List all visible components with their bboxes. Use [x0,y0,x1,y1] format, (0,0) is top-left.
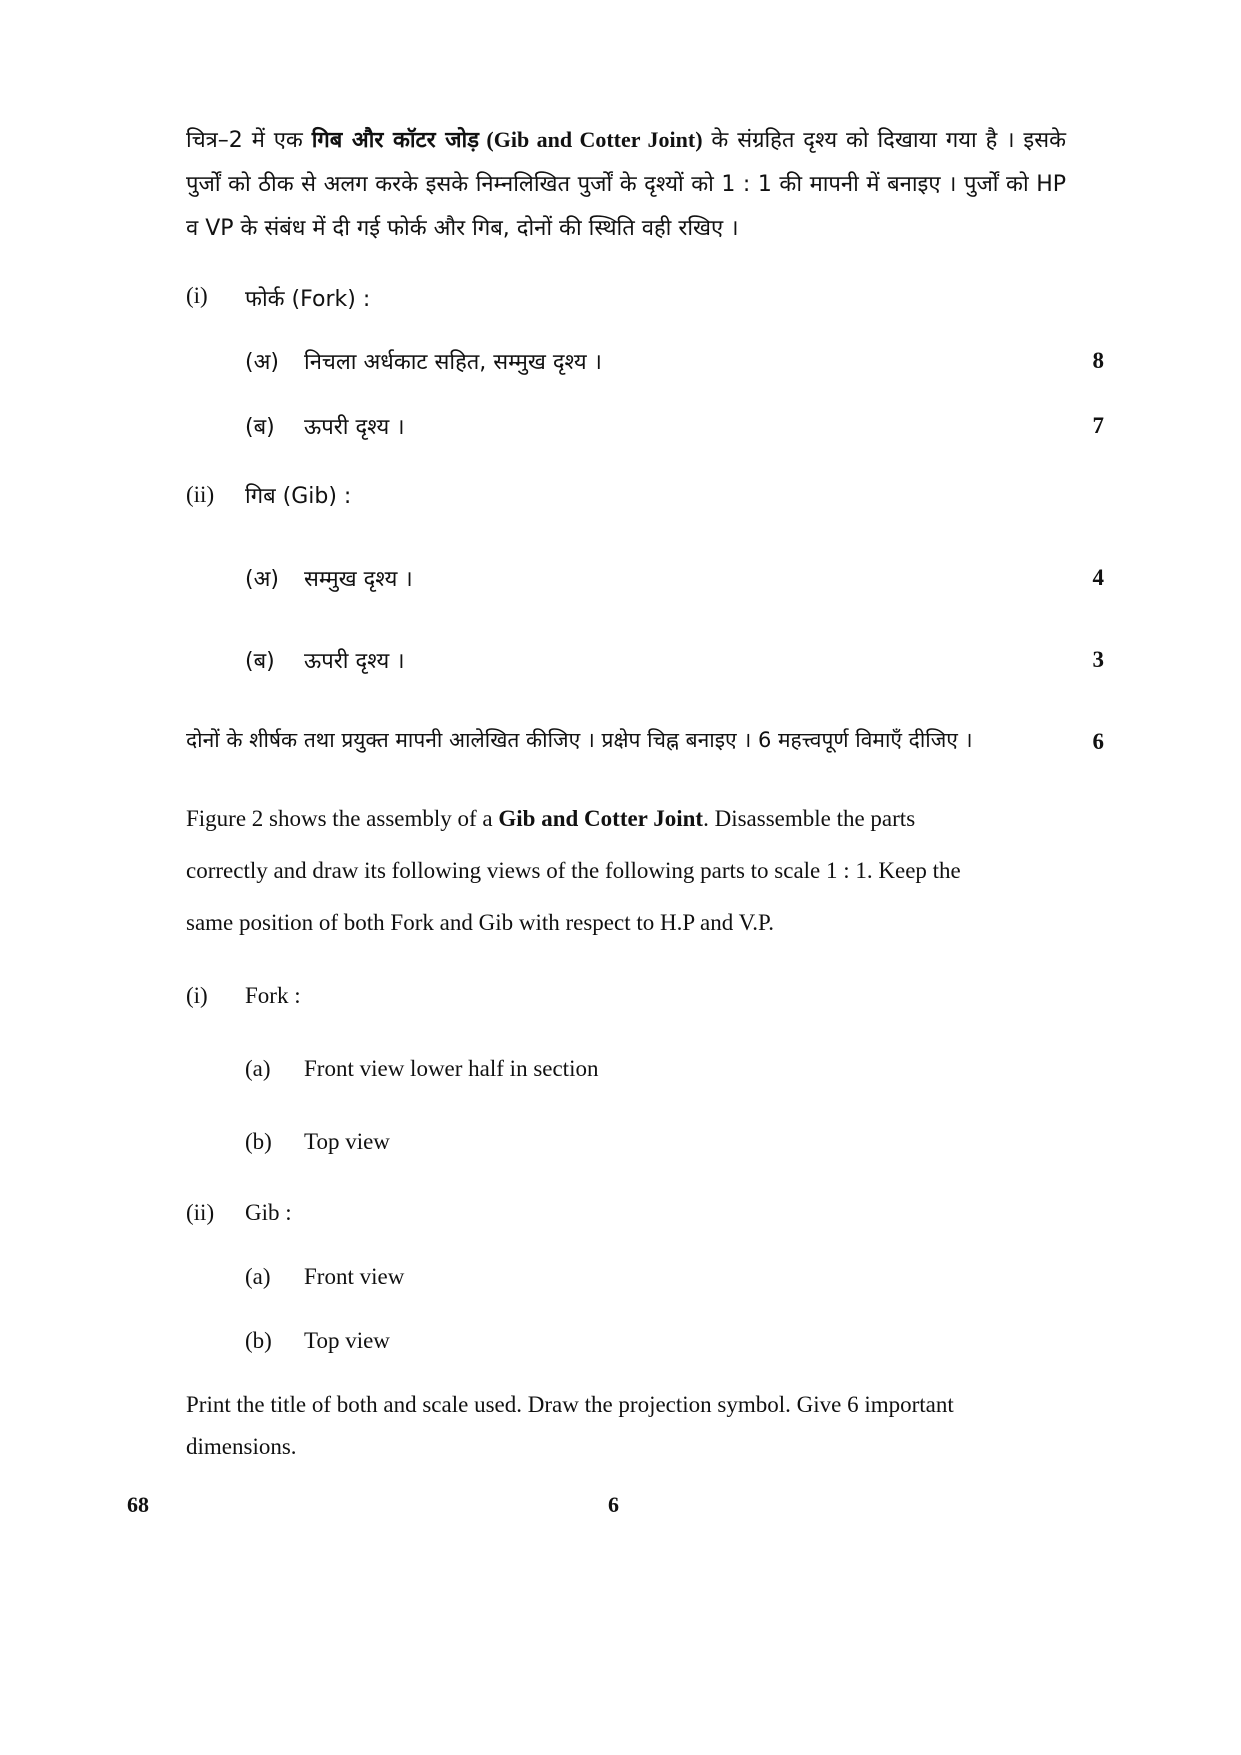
english-item-ii-b-text: Top view [304,1328,390,1353]
hindi-item-i-b-number: (ब) [245,415,275,440]
english-intro-line3: same position of both Fork and Gib with respect to H.P and V.P. [186,910,774,935]
page-number: 6 [608,1492,619,1517]
hindi-intro-bold-en: (Gib and Cotter Joint) [479,127,703,152]
english-intro-line2: correctly and draw its following views of the following parts to scale 1 : 1. Keep the [186,858,961,883]
hindi-item-ii-a-number: (अ) [245,567,279,592]
english-item-i-a-text: Front view lower half in section [304,1056,599,1081]
english-item-i-b-text: Top view [304,1129,390,1154]
english-item-ii-label: Gib : [245,1200,292,1225]
english-item-i-a-number: (a) [245,1056,271,1081]
hindi-intro-paragraph [186,118,1066,251]
english-item-i-number: (i) [186,983,208,1008]
hindi-item-ii-label: गिब (Gib) : [245,484,352,509]
english-intro-line1-bold: Gib and Cotter Joint [498,806,704,831]
hindi-intro-part2: के संग्रहित दृश्य को दिखाया गया है । इसके पुर्जों को ठीक से अलग करके इसके निम्नलिखित पुर्जों के दृश्यों को 1 : 1 की मापनी में बनाइए । पुर्जों को HP व VP के संबंध में दी गई फोर्क और गिब, दोनों की स्थिति वही रखिए । [186,128,1066,241]
english-intro-line1 [186,806,915,832]
hindi-item-ii-b-text: ऊपरी दृश्य । [304,649,405,674]
english-item-i-b-number: (b) [245,1129,272,1154]
english-item-ii-a-text: Front view [304,1264,405,1289]
hindi-item-i-b-marks: 7 [1092,413,1104,438]
hindi-intro-bold: गिब और कॉटर जोड़ [311,128,479,153]
hindi-item-ii-b-number: (ब) [245,649,275,674]
english-final-line1: Print the title of both and scale used. Draw the projection symbol. Give 6 important [186,1392,954,1417]
english-item-i-label: Fork : [245,983,301,1008]
hindi-item-i-a-text: निचला अर्धकाट सहित, सम्मुख दृश्य । [304,350,602,375]
hindi-item-ii-b-marks: 3 [1092,647,1104,672]
hindi-item-i-number: (i) [186,283,208,308]
english-item-ii-number: (ii) [186,1200,215,1225]
english-final-line2: dimensions. [186,1434,297,1459]
english-intro-line1-post: . Disassemble the parts [703,806,916,831]
english-item-ii-a-number: (a) [245,1264,271,1289]
hindi-final-instruction: दोनों के शीर्षक तथा प्रयुक्त मापनी आलेखित कीजिए । प्रक्षेप चिह्न बनाइए । 6 महत्त्वपूर्ण विमाएँ दीजिए । [186,728,973,752]
hindi-final-marks: 6 [1092,729,1104,754]
hindi-item-ii-a-marks: 4 [1092,565,1104,590]
hindi-item-i-label: फोर्क (Fork) : [245,287,371,312]
hindi-item-i-a-marks: 8 [1092,348,1104,373]
hindi-item-i-a-number: (अ) [245,350,279,375]
hindi-item-ii-number: (ii) [186,482,215,507]
hindi-item-i-b-text: ऊपरी दृश्य । [304,415,405,440]
english-item-ii-b-number: (b) [245,1328,272,1353]
hindi-item-ii-a-text: सम्मुख दृश्य । [304,567,413,592]
paper-code: 68 [127,1492,149,1517]
english-intro-line1-pre: Figure 2 shows the assembly of a [186,806,499,831]
hindi-intro-part1: चित्र–2 में एक [186,128,312,153]
